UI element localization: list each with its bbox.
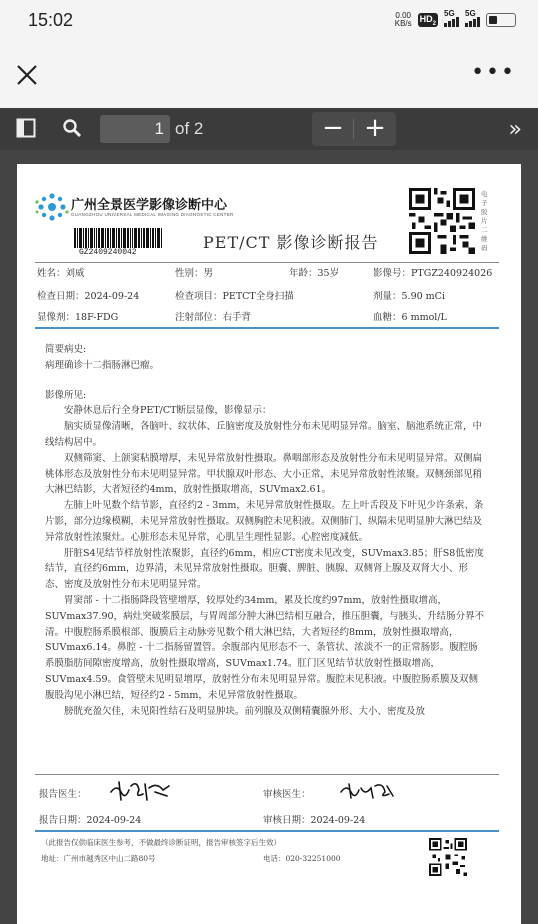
- center-name-en: GUANGZHOU UNIVERSAL MEDICAL IMAGING DIAGNOSTIC CENTER: [71, 212, 234, 217]
- image-number: 影像号：PTGZ240924026: [373, 268, 493, 279]
- close-icon[interactable]: [14, 62, 40, 88]
- center-name: 广州全景医学影像诊断中心: [71, 198, 228, 213]
- findings-paragraph: 脑实质显像清晰，各脑叶、纹状体、丘脑密度及放射性分布未见明显异常。脑室、脑池系统正常，中线结构居中。: [45, 421, 483, 448]
- pdf-viewer[interactable]: [0, 150, 538, 924]
- zoom-controls: [312, 112, 396, 146]
- more-tools-icon[interactable]: »: [508, 117, 522, 142]
- exam-date: 检查日期：2024-09-24: [37, 291, 140, 302]
- findings-paragraph: 胃窦部 - 十二指肠降段管壁增厚，较厚处约34mm，累及长度约97mm，放射性摄取增高，SUVmax37.90，病灶突破浆膜层，与胃周部分肿大淋巴结相互融合，推压胆囊，与胰头、升结肠分界不清。中腹腔肠系膜根部、腹膜后主动脉旁见数个稍大淋巴结，大者短径约8mm，放射性摄取增高，SUVmax6.14。鼻腔 - 十二指肠留置管。余腹部内见形态不一、条管状、浓淡不一的正常肠影。腹腔肠系膜脂肪间隙密度增高，放射性摄取增高，SUVmax1.74。肛门区见结节状放射性摄取增高，SUVmax4.59。食管壁未见明显增厚，放射性分布未见明显异常。腹腔未见积液。中腹腔肠系膜及双侧腹股沟见小淋巴结，短径约2 - 5mm，未见异常放射性摄取。: [45, 594, 485, 701]
- more-options-icon[interactable]: •••: [471, 60, 516, 85]
- qr-caption: 电子胶片二维码: [481, 190, 488, 252]
- app-bar: [0, 40, 538, 108]
- search-icon[interactable]: [62, 118, 82, 138]
- divider: [35, 830, 499, 832]
- divider: [35, 262, 499, 263]
- report-body: [45, 342, 485, 719]
- findings-paragraph: 肝脏S4见结节样放射性浓聚影，直径约6mm，相应CT密度未见改变，SUVmax3.85；肝S8低密度结节，直径约6mm，边界清，未见异常放射性摄取。胆囊、脾脏、胰腺、双侧肾上腺及双肾大小、形态、密度及放射性分布未见明显异常。: [45, 547, 484, 591]
- dose: 剂量：5.90 mCi: [373, 291, 445, 302]
- status-time: 15:02: [28, 10, 74, 30]
- report-date: 报告日期：2024-09-24: [39, 815, 142, 826]
- imaging-agent: 显像剂：18F-FDG: [37, 312, 119, 323]
- disclaimer: （此报告仅供临床医生参考，不做最终诊断证明，报告审核签字后生效）: [41, 838, 281, 847]
- patient-age: 年龄：35岁: [289, 268, 340, 279]
- findings-paragraph: 安静休息后行全身PET/CT断层显像，影像显示：: [64, 405, 272, 417]
- injection-site: 注射部位：右手背: [175, 312, 252, 323]
- pdf-toolbar: [0, 108, 538, 150]
- sidebar-toggle-icon[interactable]: [16, 118, 36, 138]
- phone: 电话：020-32251000: [263, 854, 341, 863]
- report-page: [17, 164, 521, 924]
- findings-title: 影像所见:: [45, 389, 87, 401]
- review-doctor-label: 审核医生：: [263, 789, 311, 800]
- divider: [35, 327, 499, 329]
- report-title: PET/CT 影像诊断报告: [203, 233, 379, 252]
- qr-code-icon[interactable]: [409, 188, 475, 254]
- history-title: 简要病史:: [45, 344, 87, 355]
- qr-code-icon[interactable]: [429, 838, 467, 876]
- hd-icon: $HD_2$: [419, 13, 436, 27]
- report-doctor-signature: [107, 778, 177, 804]
- exam-item: 检查项目：PETCT全身扫描: [175, 291, 294, 302]
- battery-icon: [486, 13, 516, 27]
- findings-paragraph: 膀胱充盈欠佳，未见阳性结石及明显肿块。前列腺及双侧精囊腺外形、大小、密度及放: [64, 705, 426, 717]
- review-date: 审核日期：2024-09-24: [263, 815, 366, 826]
- page-number-input[interactable]: 1: [100, 115, 170, 143]
- findings-paragraph: 双侧筛窦、上颌窦粘膜增厚，未见异常放射性摄取。鼻咽部形态及放射性分布未见明显异常。双侧扁桃体形态及放射性分布未见明显异常。甲状腺双叶形态、大小正常，未见异常放射性浓聚。双侧颈部见稍大淋巴结影，大者短径约4mm，放射性摄取增高，SUVmax2.61。: [45, 452, 483, 496]
- report-doctor-label: 报告医生：: [39, 789, 87, 800]
- barcode-number: GZ2409240042: [79, 248, 137, 257]
- network-speed: 0.00 KB/s: [394, 11, 412, 28]
- signal-5g-icon: 5G: [444, 13, 459, 27]
- address: 地址：广州市越秀区中山二路80号: [41, 854, 156, 863]
- zoom-in-button[interactable]: +: [364, 113, 386, 143]
- divider: [35, 774, 499, 775]
- page-count: of 2: [175, 119, 204, 138]
- findings-paragraph: 左肺上叶见数个结节影，直径约2 - 3mm，未见异常放射性摄取。左上叶舌段及下叶见少许条索、条片影，部分边缘模糊，未见异常放射性摄取。双侧胸腔未见积液。双侧肺门、纵隔未见明显肿大淋巴结及异常放射性浓聚灶。心脏形态未见异常，心肌呈生理性显影。心腔密度减低。: [45, 500, 484, 543]
- history-text: 病理确诊十二指肠淋巴瘤。: [45, 359, 160, 371]
- blood-glucose: 血糖：6 mmol/L: [373, 312, 447, 323]
- status-bar: [0, 0, 538, 40]
- zoom-out-button[interactable]: −: [322, 113, 344, 143]
- center-logo-icon: [35, 192, 69, 222]
- signal-5g-icon: 5G: [465, 13, 480, 27]
- patient-barcode: [74, 228, 162, 248]
- patient-name: 姓名：刘威: [37, 268, 85, 279]
- review-doctor-signature: [339, 780, 399, 802]
- patient-sex: 性别：男: [175, 268, 214, 279]
